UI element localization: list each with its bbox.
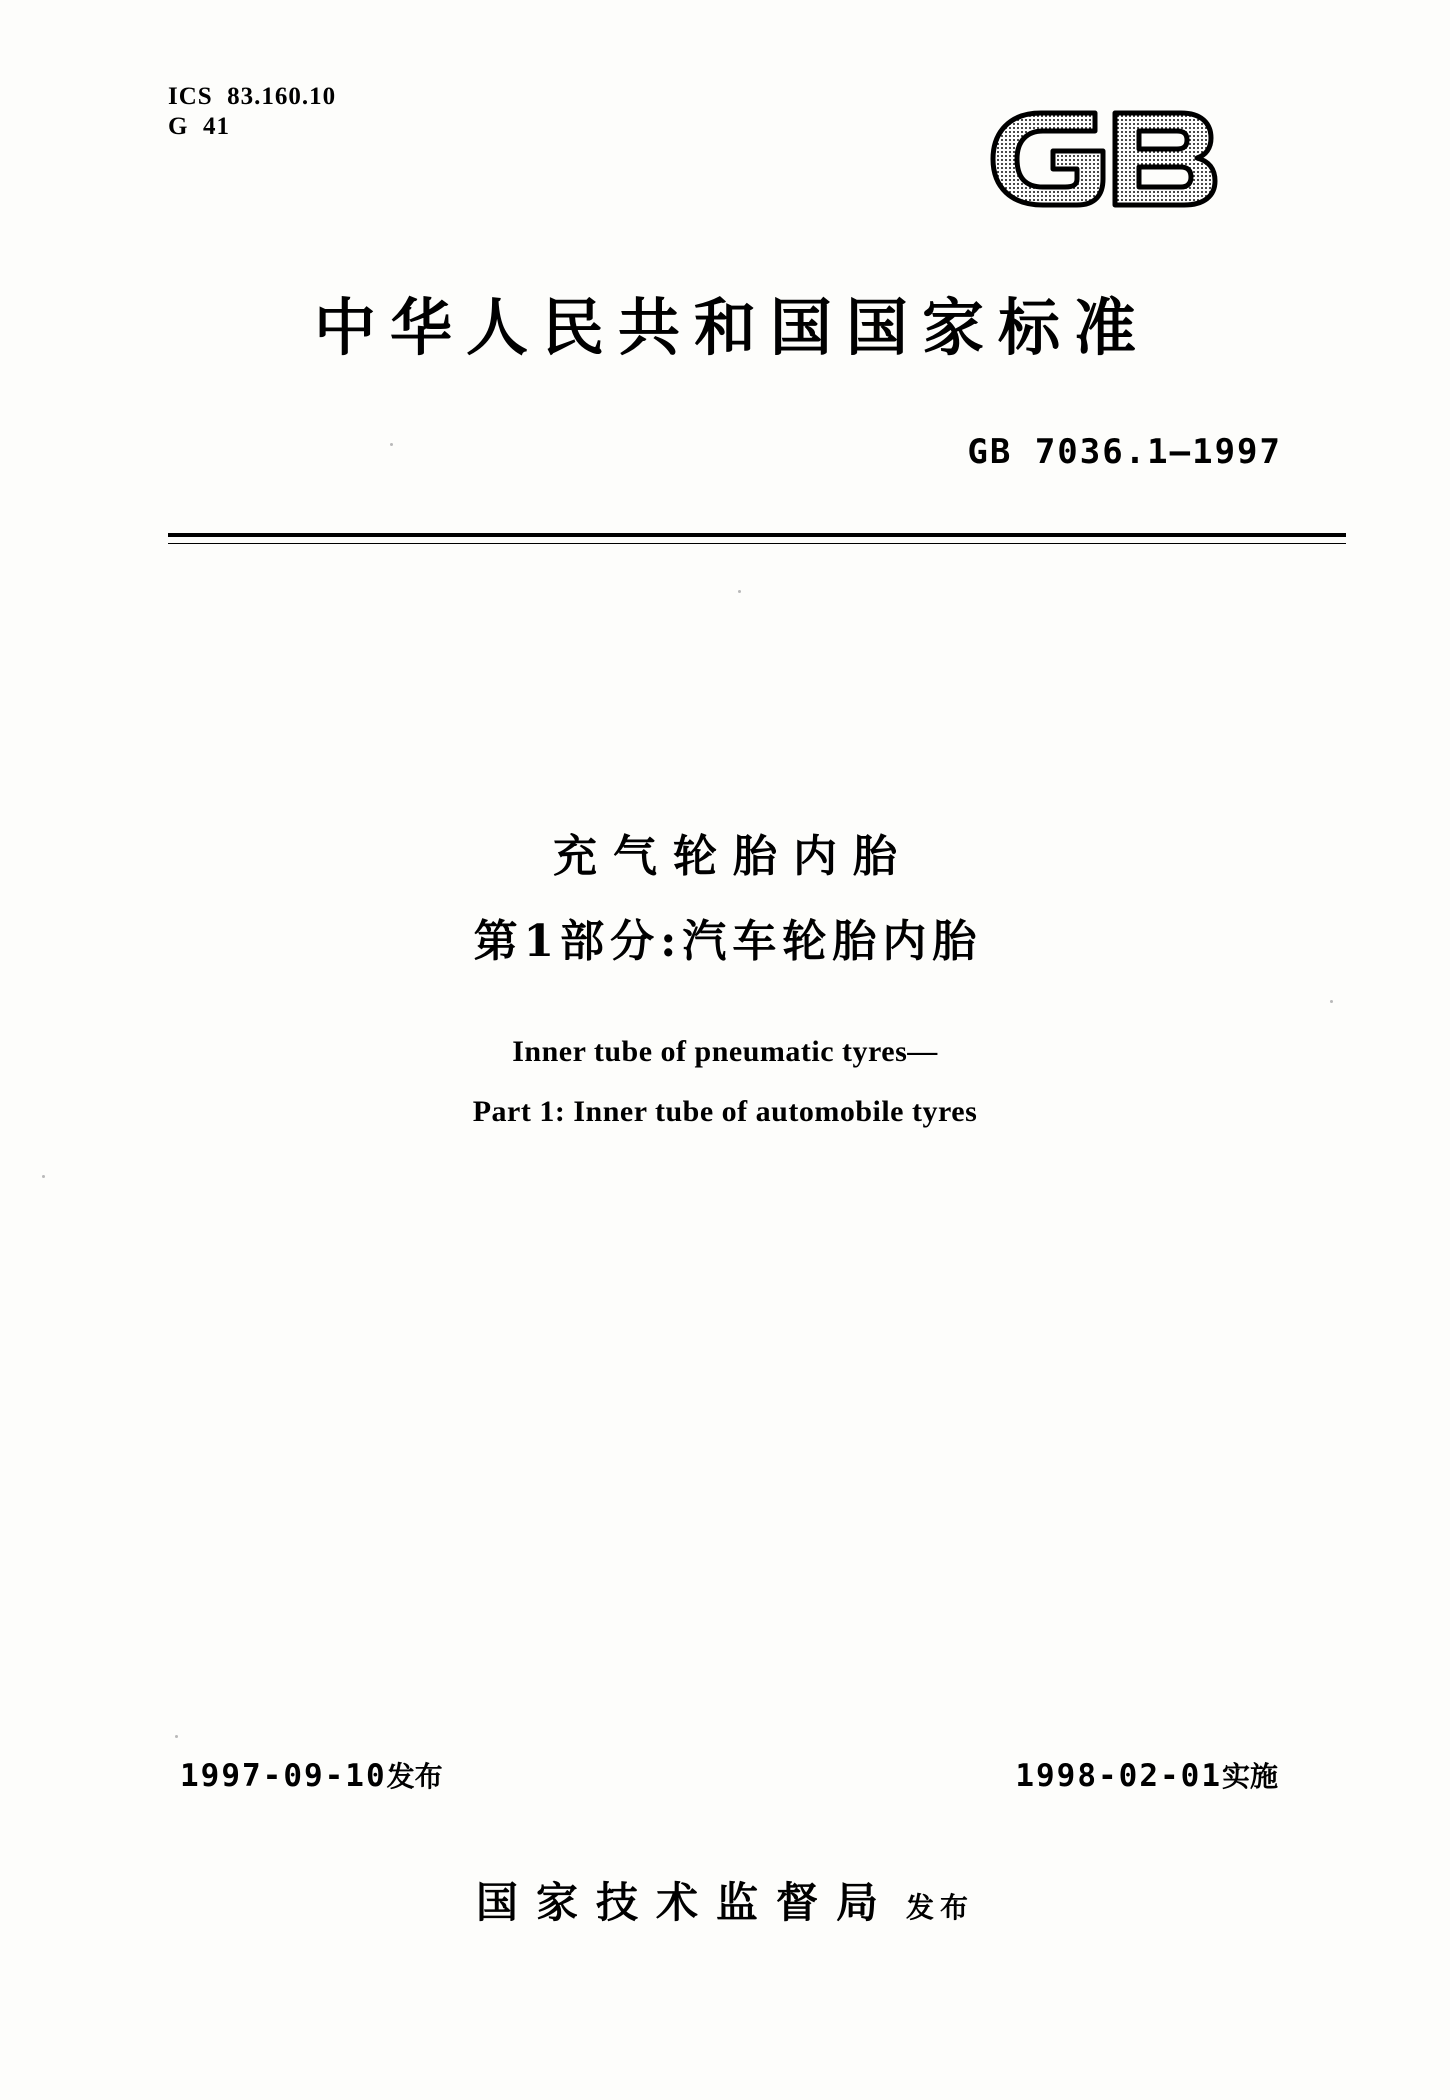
header-divider-thin (168, 543, 1346, 544)
publisher-verb: 发布 (906, 1891, 975, 1924)
document-title-cn-line2: 第1部分:汽车轮胎内胎 (473, 916, 983, 967)
gb-logo (975, 95, 1245, 215)
issue-date-value: 1997-09-10 (180, 1758, 387, 1794)
publisher-name: 国家技术监督局 (475, 1878, 896, 1927)
document-title-cn-line1: 充气轮胎内胎 (553, 831, 913, 882)
issue-date (180, 1755, 443, 1795)
scan-speck (175, 1735, 178, 1738)
scan-speck (42, 1175, 45, 1178)
issue-date-label: 发布 (386, 1760, 443, 1793)
document-title-en-line1: Inner tube of pneumatic tyres— (512, 1035, 938, 1068)
effective-date-label: 实施 (1221, 1760, 1278, 1793)
classification-line: G 41 (168, 113, 230, 140)
publisher-block (0, 1870, 1450, 1930)
document-title-en-line2: Part 1: Inner tube of automobile tyres (472, 1095, 978, 1128)
scan-speck (390, 443, 393, 446)
ics-line: ICS 83.160.10 (168, 83, 337, 110)
scan-speck (738, 590, 741, 593)
standard-number: GB 7036.1—1997 (967, 432, 1282, 472)
effective-date (1015, 1755, 1278, 1795)
national-standard-title: 中华人民共和国国家标准 (313, 291, 1150, 364)
effective-date-value: 1998-02-01 (1015, 1758, 1222, 1794)
ics-block (168, 82, 336, 142)
header-divider-thick (168, 533, 1346, 537)
scan-speck (1330, 1000, 1333, 1003)
